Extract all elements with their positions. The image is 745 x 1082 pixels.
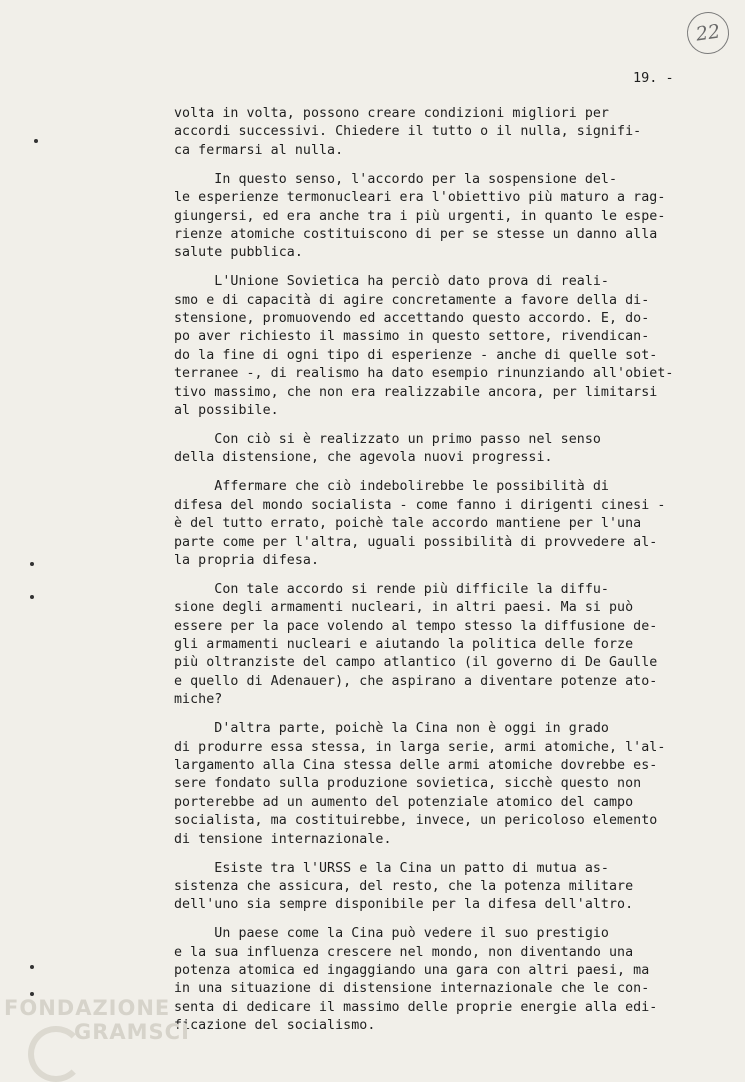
- text-line: porterebbe ad un aumento del potenziale atomico del campo: [174, 794, 634, 810]
- text-line: difesa del mondo socialista - come fanno i dirigenti cinesi -: [174, 497, 666, 513]
- body-text: [174, 105, 734, 1036]
- punch-mark: [30, 595, 34, 599]
- text-line: accordi successivi. Chiedere il tutto o il nulla, signifi-: [174, 124, 642, 140]
- text-line: miche?: [174, 692, 223, 708]
- punch-mark: [30, 965, 34, 969]
- text-line: sistenza che assicura, del resto, che la potenza militare: [174, 878, 634, 894]
- text-line: gli armamenti nucleari e aiutando la politica delle forze: [174, 637, 634, 653]
- text-line: ficazione del socialismo.: [174, 1018, 376, 1034]
- page-number: 19. -: [633, 70, 674, 86]
- text-line: al possibile.: [174, 403, 279, 419]
- punch-mark: [34, 139, 38, 143]
- text-line: essere per la pace volendo al tempo stesso la diffusione de-: [174, 618, 658, 634]
- text-line: Affermare che ciò indebolirebbe le possibilità di: [174, 479, 609, 495]
- text-line: di tensione internazionale.: [174, 831, 392, 847]
- text-line: sere fondato sulla produzione sovietica, sicchè questo non: [174, 776, 642, 792]
- watermark-text: GRAMSCI: [74, 1020, 190, 1044]
- paragraph: [174, 581, 734, 710]
- text-line: stensione, promuovendo ed accettando questo accordo. E, do-: [174, 311, 650, 327]
- text-line: In questo senso, l'accordo per la sospensione del-: [174, 171, 618, 187]
- text-line: tivo massimo, che non era realizzabile ancora, per limitarsi: [174, 384, 658, 400]
- text-line: in una situazione di distensione internazionale che le con-: [174, 981, 650, 997]
- paragraph: [174, 105, 734, 160]
- text-line: e quello di Adenauer), che aspirano a diventare potenze ato-: [174, 673, 658, 689]
- text-line: Esiste tra l'URSS e la Cina un patto di mutua as-: [174, 860, 609, 876]
- text-line: Con ciò si è realizzato un primo passo nel senso: [174, 432, 601, 447]
- paragraph: [174, 171, 734, 263]
- text-line: rienze atomiche costituiscono di per se stesse un danno alla: [174, 226, 658, 242]
- text-line: la propria difesa.: [174, 552, 319, 568]
- text-line: parte come per l'altra, uguali possibilità di provvedere al-: [174, 534, 658, 550]
- text-line: ca fermarsi al nulla.: [174, 142, 344, 158]
- text-line: do la fine di ogni tipo di esperienze - anche di quelle sot-: [174, 347, 658, 363]
- text-line: po aver richiesto il massimo in questo settore, rivendican-: [174, 329, 650, 345]
- text-line: potenza atomica ed ingaggiando una gara con altri paesi, ma: [174, 963, 650, 979]
- paragraph: [174, 925, 734, 1035]
- text-line: giungersi, ed era anche tra i più urgenti, in quanto le espe-: [174, 208, 666, 224]
- text-line: è del tutto errato, poichè tale accordo mantiene per l'una: [174, 516, 642, 532]
- text-line: salute pubblica.: [174, 245, 303, 261]
- text-line: Con tale accordo si rende più difficile la diffu-: [174, 581, 609, 597]
- text-line: L'Unione Sovietica ha perciò dato prova di reali-: [174, 274, 609, 290]
- paragraph: [174, 720, 734, 849]
- paragraph: [174, 431, 734, 468]
- text-line: dell'uno sia sempre disponibile per la difesa dell'altro.: [174, 897, 634, 913]
- text-line: terranee -, di realismo ha dato esempio rinunziando all'obiet-: [174, 366, 674, 382]
- text-line: socialista, ma costituirebbe, invece, un pericoloso elemento: [174, 813, 658, 829]
- text-line: Un paese come la Cina può vedere il suo prestigio: [174, 926, 609, 942]
- text-line: di produrre essa stessa, in larga serie, armi atomiche, l'al-: [174, 739, 666, 755]
- paragraph: [174, 478, 734, 570]
- text-line: senta di dedicare il massimo delle proprie energie alla edi-: [174, 999, 658, 1015]
- watermark-text: FONDAZIONE: [4, 996, 171, 1020]
- text-line: le esperienze termonucleari era l'obiettivo più maturo a rag-: [174, 190, 666, 206]
- text-line: sione degli armamenti nucleari, in altri paesi. Ma si può: [174, 600, 634, 616]
- text-line: smo e di capacità di agire concretamente a favore della di-: [174, 292, 650, 308]
- text-line: volta in volta, possono creare condizioni migliori per: [174, 106, 609, 121]
- text-line: largamento alla Cina stessa delle armi atomiche dovrebbe es-: [174, 758, 658, 773]
- text-line: e la sua influenza crescere nel mondo, non diventando una: [174, 944, 634, 960]
- text-line: della distensione, che agevola nuovi progressi.: [174, 450, 553, 466]
- watermark-logo: [0, 996, 200, 1080]
- text-line: D'altra parte, poichè la Cina non è oggi in grado: [174, 721, 609, 737]
- punch-mark: [30, 562, 34, 566]
- paragraph: [174, 273, 734, 420]
- paragraph: [174, 860, 734, 915]
- page-stamp: 22: [684, 9, 731, 56]
- text-line: più oltranziste del campo atlantico (il governo di De Gaulle: [174, 655, 658, 671]
